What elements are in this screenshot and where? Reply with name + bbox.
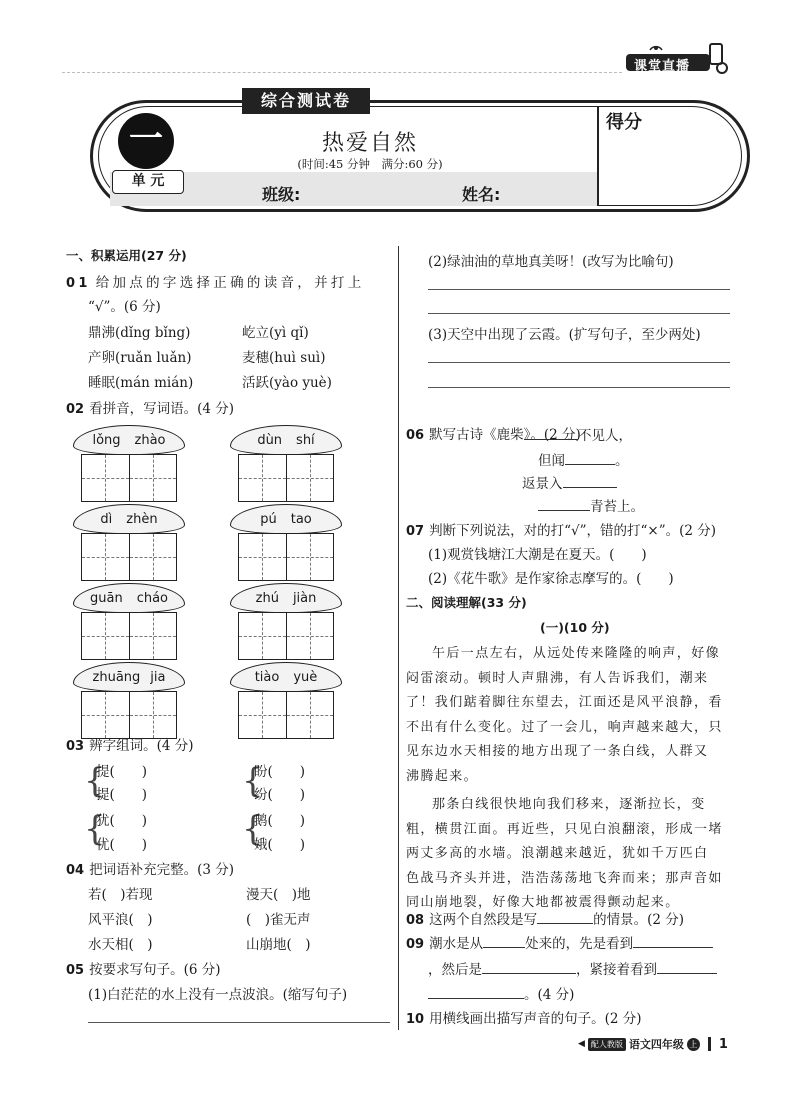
brace: { <box>242 809 264 849</box>
passage-line: 见东边水天相接的地方出现了一条白线，人群又 <box>406 744 709 759</box>
q01-item: 鼎沸(dǐng bǐng) <box>88 325 191 341</box>
tianzige-grid[interactable] <box>238 612 334 660</box>
brace: { <box>242 761 264 801</box>
q08-text: 这两个自然段是写 <box>429 912 538 928</box>
q08-prompt <box>406 908 684 928</box>
q09-text: ，紧接着看到 <box>576 962 657 978</box>
unit-number: 一 <box>129 119 163 159</box>
q01-item: 产卵(ruǎn luǎn) <box>88 350 192 366</box>
q07-prompt <box>406 519 716 539</box>
passage-line: 那条白线很快地向我们移来，逐渐拉长，变 <box>432 797 706 812</box>
blank[interactable] <box>482 960 576 974</box>
q02-prompt <box>66 397 234 417</box>
grid-cell[interactable] <box>82 613 130 659</box>
q01-item: 麦穗(huì suì) <box>242 350 326 366</box>
q05-sentence-3: (3)天空中出现了云霞。(扩写句子，至少两处) <box>428 327 701 343</box>
arrow-left-icon: ◀ <box>578 1039 585 1049</box>
q03-item[interactable]: 娥( ) <box>254 837 306 853</box>
q04-item[interactable]: ( )雀无声 <box>246 912 311 928</box>
unit-label: 单 元 <box>112 170 184 194</box>
pinyin-syllable: jia <box>150 669 166 685</box>
q08-text: 的情景。(2 分) <box>593 912 685 928</box>
pinyin-syllable: tao <box>290 511 312 527</box>
q09-text: 处来的，先是看到 <box>525 936 634 952</box>
tianzige-grid[interactable] <box>238 533 334 581</box>
q03-item[interactable]: 犹( ) <box>96 813 148 829</box>
test-type-tag: 综合测试卷 <box>242 88 370 114</box>
grid-cell[interactable] <box>287 692 334 738</box>
q07-statement-1[interactable]: (1)观赏钱塘江大潮是在夏天。( ) <box>428 547 647 563</box>
pinyin-cloud <box>230 583 342 613</box>
pinyin-cloud <box>230 504 342 534</box>
q06-number: 06 <box>406 428 425 443</box>
tianzige-grid[interactable] <box>81 612 177 660</box>
grid-cell[interactable] <box>82 455 130 501</box>
pinyin-syllable: dì <box>100 511 113 527</box>
logo-text: 课堂直播 <box>634 59 691 74</box>
pinyin-syllable: yuè <box>293 669 318 685</box>
q09-line-3 <box>428 983 574 1003</box>
blank[interactable] <box>563 474 617 488</box>
q04-item[interactable]: 若( )若现 <box>88 887 153 903</box>
q05-number: 05 <box>66 963 85 978</box>
q04-item[interactable]: 漫天( )地 <box>246 887 311 903</box>
column-divider <box>398 246 399 1030</box>
book-title: 语文四年级 <box>628 1038 684 1051</box>
q07-number: 07 <box>406 524 425 539</box>
blank[interactable] <box>565 451 615 465</box>
q02-text: 看拼音，写词语。(4 分) <box>89 401 235 417</box>
answer-line[interactable] <box>88 1022 390 1023</box>
pinyin-cloud <box>73 504 185 534</box>
brand-logo <box>622 40 732 74</box>
q04-item[interactable]: 风平浪( ) <box>88 912 153 928</box>
q10-prompt <box>406 1007 642 1027</box>
poem-text: 但闻 <box>538 453 565 469</box>
q04-number: 04 <box>66 863 85 878</box>
tianzige-grid[interactable] <box>81 533 177 581</box>
volume-badge: 上 <box>687 1038 700 1051</box>
grid-cell[interactable] <box>130 534 177 580</box>
brace: { <box>84 809 106 849</box>
grid-cell[interactable] <box>287 455 334 501</box>
q02-number: 02 <box>66 402 85 417</box>
q07-statement-2[interactable]: (2)《花牛歌》是作家徐志摩写的。( ) <box>428 571 674 587</box>
edition-badge: 配人教版 <box>588 1038 626 1051</box>
class-label: 班级: <box>262 185 301 204</box>
passage-line: 沸腾起来。 <box>406 768 479 784</box>
grid-cell[interactable] <box>130 613 177 659</box>
q03-prompt <box>66 734 194 754</box>
passage-heading: (一)(10 分) <box>540 620 610 635</box>
q04-prompt <box>66 858 234 878</box>
q09-text: 潮水是从 <box>429 936 484 952</box>
tianzige-grid[interactable] <box>238 454 334 502</box>
poem-text: 。 <box>615 453 629 469</box>
q03-item[interactable]: 盼( ) <box>254 764 306 780</box>
passage-line: 色战马齐头并进，浩浩荡荡地飞奔而来；那声音如 <box>406 870 723 886</box>
score-divider <box>597 106 599 206</box>
q03-item[interactable]: 纷( ) <box>254 787 306 803</box>
poem-text: 不见人， <box>578 428 632 444</box>
grid-cell[interactable] <box>130 455 177 501</box>
q05-text: 按要求写句子。(6 分) <box>89 962 221 978</box>
grid-cell[interactable] <box>287 613 334 659</box>
passage-line: 两丈多高的水墙。浪潮越来越近，犹如千万匹白 <box>406 846 709 861</box>
answer-line[interactable] <box>428 387 730 388</box>
pinyin-syllable: zhú <box>255 590 279 606</box>
q01-item: 睡眠(mán mián) <box>88 375 194 391</box>
blank[interactable] <box>428 985 524 999</box>
q09-number: 09 <box>406 937 425 952</box>
pinyin-syllable: tiào <box>254 669 280 685</box>
blank[interactable] <box>537 910 593 924</box>
q08-number: 08 <box>406 913 425 928</box>
passage-line: 午后一点左右，从远处传来隆隆的响声，好像 <box>432 646 721 661</box>
q01-text-2: “√”。(6 分) <box>88 299 161 315</box>
q01-prompt <box>66 271 365 291</box>
blank[interactable] <box>524 426 578 440</box>
answer-line[interactable] <box>428 362 730 363</box>
q03-number: 03 <box>66 739 85 754</box>
q03-text: 辨字组词。(4 分) <box>89 738 194 754</box>
q09-text: ，然后是 <box>428 962 482 978</box>
q07-text: 判断下列说法，对的打“√”，错的打“×”。(2 分) <box>429 523 717 539</box>
q04-text: 把词语补充完整。(3 分) <box>89 862 235 878</box>
passage-line: 粗，横贯江面。再近些，只见白浪翻滚，形成一堵 <box>406 821 723 837</box>
q04-item[interactable]: 水天相( ) <box>88 937 153 953</box>
tianzige-grid[interactable] <box>81 691 177 739</box>
passage-line: 了！我们踮着脚往东望去，江面还是风平浪静，看 <box>406 695 723 710</box>
answer-line[interactable] <box>428 313 730 314</box>
blank[interactable] <box>483 934 525 948</box>
pinyin-cloud <box>230 662 342 692</box>
brace: { <box>84 761 106 801</box>
tianzige-grid[interactable] <box>81 454 177 502</box>
pinyin-cloud <box>73 583 185 613</box>
passage <box>406 642 736 916</box>
page-subtitle: (时间:45 分钟 满分:60 分) <box>297 157 443 171</box>
q01-item: 活跃(yào yuè) <box>242 375 332 391</box>
passage-line: 闷雷滚动。顿时人声鼎沸，有人告诉我们，潮来 <box>406 670 709 686</box>
pinyin-syllable: zhèn <box>126 511 158 527</box>
poem-line-1 <box>524 424 632 444</box>
q05-prompt <box>66 958 221 978</box>
pinyin-syllable: cháo <box>136 590 168 606</box>
q04-item[interactable]: 山崩地( ) <box>246 937 311 953</box>
poem-text: 返景入 <box>522 476 563 492</box>
q03-item[interactable]: 提( ) <box>96 787 148 803</box>
page-footer <box>578 1035 728 1053</box>
poem-line-4 <box>538 495 644 515</box>
q06-text: 默写古诗《鹿柴》。(2 分) <box>429 427 581 443</box>
q10-text: 用横线画出描写声音的句子。(2 分) <box>429 1011 642 1027</box>
pinyin-cloud <box>73 425 185 455</box>
poem-line-2 <box>538 449 629 469</box>
answer-line[interactable] <box>428 289 730 290</box>
pinyin-cloud <box>73 662 185 692</box>
poem-text: 青苔上。 <box>590 499 644 515</box>
pinyin-syllable: pú <box>260 511 277 527</box>
q05-sentence-2: (2)绿油油的草地真美呀！(改写为比喻句) <box>428 254 674 270</box>
page-number: 1 <box>718 1036 728 1052</box>
tianzige-grid[interactable] <box>238 691 334 739</box>
pinyin-syllable: lǒng <box>92 432 121 448</box>
pinyin-cloud <box>230 425 342 455</box>
pinyin-syllable: guān <box>89 590 123 606</box>
q10-number: 10 <box>406 1012 425 1027</box>
pinyin-syllable: jiàn <box>292 590 317 606</box>
q09-text: 。(4 分) <box>524 987 575 1003</box>
q01-text: 给加点的字选择正确的读音，并打上 <box>95 275 365 291</box>
blank[interactable] <box>538 497 590 511</box>
blank[interactable] <box>657 960 717 974</box>
grid-cell[interactable] <box>239 455 287 501</box>
blank[interactable] <box>633 934 713 948</box>
grid-cell[interactable] <box>239 692 287 738</box>
pinyin-syllable: zhuāng <box>92 669 141 685</box>
pinyin-syllable: shí <box>296 432 315 448</box>
grid-cell[interactable] <box>82 692 130 738</box>
score-label: 得分 <box>606 112 642 133</box>
q09-line-2 <box>428 958 717 978</box>
grid-cell[interactable] <box>287 534 334 580</box>
pinyin-syllable: zhào <box>134 432 166 448</box>
footer-divider <box>708 1037 711 1051</box>
page-title: 热爱自然 <box>321 131 418 156</box>
q03-item[interactable]: 优( ) <box>96 837 148 853</box>
grid-cell[interactable] <box>239 613 287 659</box>
top-dashed-rule <box>62 72 622 73</box>
grid-cell[interactable] <box>82 534 130 580</box>
q01-number: 01 <box>66 276 91 291</box>
passage-line: 同山崩地裂，好像大地都被震得颤动起来。 <box>406 895 680 910</box>
passage-line: 不出有什么变化。过了一会儿，响声越来越大，只 <box>406 719 723 735</box>
name-label: 姓名: <box>462 185 501 204</box>
section-1-title: 一、积累运用(27 分) <box>66 248 187 263</box>
q03-item[interactable]: 提( ) <box>96 764 148 780</box>
section-2-title: 二、阅读理解(33 分) <box>406 595 527 610</box>
q03-item[interactable]: 鹅( ) <box>254 813 306 829</box>
pinyin-syllable: dùn <box>257 432 283 448</box>
grid-cell[interactable] <box>130 692 177 738</box>
q01-item: 屹立(yì qǐ) <box>242 325 309 341</box>
q09-prompt <box>406 932 713 952</box>
grid-cell[interactable] <box>239 534 287 580</box>
q05-sentence-1: (1)白茫茫的水上没有一点波浪。(缩写句子) <box>88 987 348 1003</box>
poem-line-3 <box>522 472 617 492</box>
